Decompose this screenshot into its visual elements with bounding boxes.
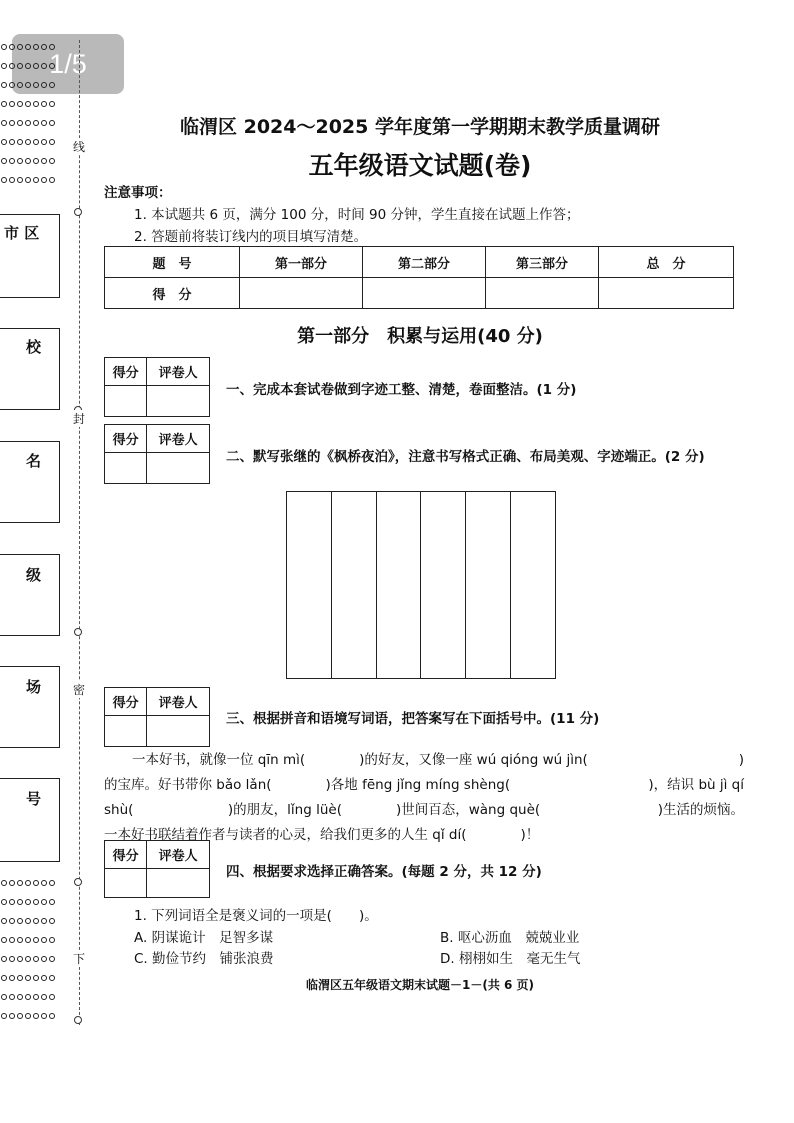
score-table [104,246,734,309]
binding-dot [1,44,7,50]
binding-dot [41,937,47,943]
binding-dot [17,158,23,164]
score-table-header: 总 分 [599,247,734,278]
exam-title-line2: 五年级语文试题(卷) [308,151,532,180]
binding-dot [25,899,31,905]
notice-item: 1. 本试题共 6 页，满分 100 分，时间 90 分钟，学生直接在试题上作答； [134,207,580,223]
grader-box [104,840,210,898]
binding-dot [1,120,7,126]
binding-dot [41,1013,47,1019]
binding-dot [1,82,7,88]
binding-dot [49,994,55,1000]
side-field-label: 市 区 [4,224,40,242]
binding-dot [49,101,55,107]
binding-char: 封 [72,412,85,426]
question-2: 二、默写张继的《枫桥夜泊》，注意书写格式正确、布局美观、字迹端正。(2 分) [226,449,705,465]
binding-dot [9,956,15,962]
grader-score-cell[interactable] [105,386,147,417]
binding-dot [41,975,47,981]
grid-column[interactable] [421,492,466,678]
binding-dot [49,937,55,943]
option-a[interactable]: A. 阴谋诡计 足智多谋 [134,930,274,946]
score-table-label: 得 分 [105,278,240,309]
binding-dot [33,82,39,88]
binding-dot [1,63,7,69]
score-cell[interactable] [240,278,363,309]
binding-dot [17,101,23,107]
passage-text: shù( )的朋友，lǐng lüè( )世间百态，wàng què( [104,802,541,818]
binding-dot [25,44,31,50]
binding-hole [74,628,82,636]
notice-heading: 注意事项： [104,185,172,201]
side-field-label: 名 [26,452,42,470]
score-table-header: 第二部分 [363,247,486,278]
binding-dot [49,956,55,962]
page-indicator: 1/5 [12,34,124,94]
side-field-label: 级 [26,566,42,584]
binding-dot [25,139,31,145]
passage-text: 一本好书联结着作者与读者的心灵，给我们更多的人生 qǐ dí( )！ [104,827,540,843]
binding-dot [17,937,23,943]
grader-name-cell[interactable] [147,869,210,898]
binding-dot [33,177,39,183]
grader-name-label: 评卷人 [147,841,210,869]
binding-dot [1,956,7,962]
passage-text: ) [738,752,744,768]
binding-dot [1,899,7,905]
binding-dot [9,44,15,50]
binding-dot [25,101,31,107]
score-cell[interactable] [486,278,599,309]
binding-dot [33,956,39,962]
passage-line [104,748,744,773]
binding-dot [25,880,31,886]
grader-name-cell[interactable] [147,453,210,484]
binding-dot [25,975,31,981]
binding-dot [25,158,31,164]
binding-dot [1,177,7,183]
grader-name-cell[interactable] [147,386,210,417]
grader-score-cell[interactable] [105,453,147,484]
passage-line [104,798,744,823]
binding-dot [41,82,47,88]
score-cell[interactable] [363,278,486,309]
grid-column[interactable] [377,492,422,678]
binding-dot [41,899,47,905]
option-b[interactable]: B. 呕心沥血 兢兢业业 [440,930,580,946]
grader-box [104,357,210,417]
grid-column[interactable] [466,492,511,678]
binding-dot [17,44,23,50]
binding-dot [49,899,55,905]
binding-dot [33,139,39,145]
grader-name-cell[interactable] [147,716,210,747]
binding-dot [17,177,23,183]
option-d[interactable]: D. 栩栩如生 毫无生气 [440,951,581,967]
binding-dot [33,918,39,924]
binding-dot [49,82,55,88]
binding-dot [41,880,47,886]
score-cell[interactable] [599,278,734,309]
binding-dot [49,139,55,145]
grader-score-label: 得分 [105,358,147,386]
binding-dot [25,177,31,183]
binding-dot [9,63,15,69]
binding-dot [17,82,23,88]
binding-holes-bottom [0,872,60,1027]
poem-writing-grid[interactable] [286,491,556,679]
binding-dot [49,918,55,924]
side-field-label: 校 [26,338,42,356]
binding-hole [74,878,82,886]
binding-dot [49,120,55,126]
grid-column[interactable] [332,492,377,678]
binding-dot [9,139,15,145]
score-table-header: 第一部分 [240,247,363,278]
binding-dot [17,880,23,886]
binding-dot [41,158,47,164]
binding-dot [17,899,23,905]
binding-dot [41,44,47,50]
passage-text: )生活的烦恼。 [657,802,744,818]
question-3-passage [104,748,744,848]
grader-name-label: 评卷人 [147,358,210,386]
binding-dot [9,880,15,886]
binding-dot [25,994,31,1000]
grader-score-label: 得分 [105,841,147,869]
binding-dot [41,918,47,924]
binding-dot [41,139,47,145]
binding-dot [41,120,47,126]
binding-dot [25,63,31,69]
binding-dot [33,975,39,981]
binding-char: 下 [72,952,85,966]
binding-dot [1,158,7,164]
binding-char: 线 [72,140,85,154]
grader-name-label: 评卷人 [147,688,210,716]
binding-dot [49,880,55,886]
binding-dot [17,918,23,924]
binding-dot [25,1013,31,1019]
grader-name-label: 评卷人 [147,425,210,453]
binding-dot [33,101,39,107]
binding-dot [9,918,15,924]
binding-dot [9,120,15,126]
grader-score-cell[interactable] [105,716,147,747]
binding-dot [49,1013,55,1019]
side-field-label: 场 [26,678,42,696]
binding-dot [9,177,15,183]
passage-text: 的宝库。好书带你 bǎo lǎn( )各地 fēng jǐng míng shèng( [104,777,511,793]
binding-dot [41,101,47,107]
binding-dot [9,975,15,981]
score-table-header: 题 号 [105,247,240,278]
binding-hole [74,1016,82,1024]
binding-holes-top [0,36,60,196]
binding-dot [49,63,55,69]
binding-dot [41,63,47,69]
binding-dot [33,937,39,943]
question-4-1-stem: 1. 下列词语全是褒义词的一项是( )。 [134,908,378,924]
grader-score-label: 得分 [105,425,147,453]
page-footer: 临渭区五年级语文期末试题－1－(共 6 页) [305,978,535,992]
passage-text: )，结识 bù jì qí [648,777,744,793]
binding-dot [49,158,55,164]
grader-box [104,424,210,484]
grader-score-label: 得分 [105,688,147,716]
binding-dot [1,937,7,943]
score-table-header: 第三部分 [486,247,599,278]
binding-dot [33,44,39,50]
binding-dot [25,918,31,924]
binding-dot [33,63,39,69]
binding-dot [33,120,39,126]
notice-item: 2. 答题前将装订线内的项目填写清楚。 [134,229,368,245]
binding-dot [41,956,47,962]
binding-dot [25,937,31,943]
binding-dot [9,1013,15,1019]
binding-dot [1,918,7,924]
binding-dot [25,120,31,126]
binding-dot [17,1013,23,1019]
binding-dot [25,82,31,88]
binding-dot [1,975,7,981]
binding-dot [1,101,7,107]
grader-score-cell[interactable] [105,869,147,898]
binding-dot [49,975,55,981]
binding-dot [1,994,7,1000]
binding-dot [33,1013,39,1019]
binding-dot [41,994,47,1000]
binding-dot [9,158,15,164]
exam-title-line1: 临渭区 2024～2025 学年度第一学期期末教学质量调研 [180,116,660,138]
binding-dot [1,139,7,145]
binding-dot [33,158,39,164]
binding-dot [17,975,23,981]
binding-dot [33,994,39,1000]
binding-dot [17,139,23,145]
option-c[interactable]: C. 勤俭节约 铺张浪费 [134,951,274,967]
side-field-label: 号 [26,790,42,808]
binding-dot [1,1013,7,1019]
binding-char: 密 [72,683,85,697]
question-1: 一、完成本套试卷做到字迹工整、清楚，卷面整洁。(1 分) [226,382,577,398]
binding-dot [9,101,15,107]
question-4: 四、根据要求选择正确答案。(每题 2 分，共 12 分) [226,864,542,880]
binding-dot [9,899,15,905]
question-3: 三、根据拼音和语境写词语，把答案写在下面括号中。(11 分) [226,711,600,727]
binding-dot [1,880,7,886]
binding-dot [17,956,23,962]
binding-dot [49,44,55,50]
binding-dot [49,177,55,183]
binding-dot [41,177,47,183]
binding-dot [33,880,39,886]
passage-text: 一本好书，就像一位 qīn mì( )的好友，又像一座 wú qióng wú jìn( [132,752,588,768]
binding-dot [9,82,15,88]
binding-dot [9,937,15,943]
binding-dot [17,994,23,1000]
grid-column[interactable] [511,492,555,678]
binding-dot [25,956,31,962]
passage-line [104,773,744,798]
binding-dot [17,120,23,126]
binding-dot [9,994,15,1000]
grader-box [104,687,210,747]
grid-column[interactable] [287,492,332,678]
binding-dot [17,63,23,69]
part1-title: 第一部分 积累与运用(40 分) [297,326,543,347]
binding-hole [74,208,82,216]
binding-dot [33,899,39,905]
